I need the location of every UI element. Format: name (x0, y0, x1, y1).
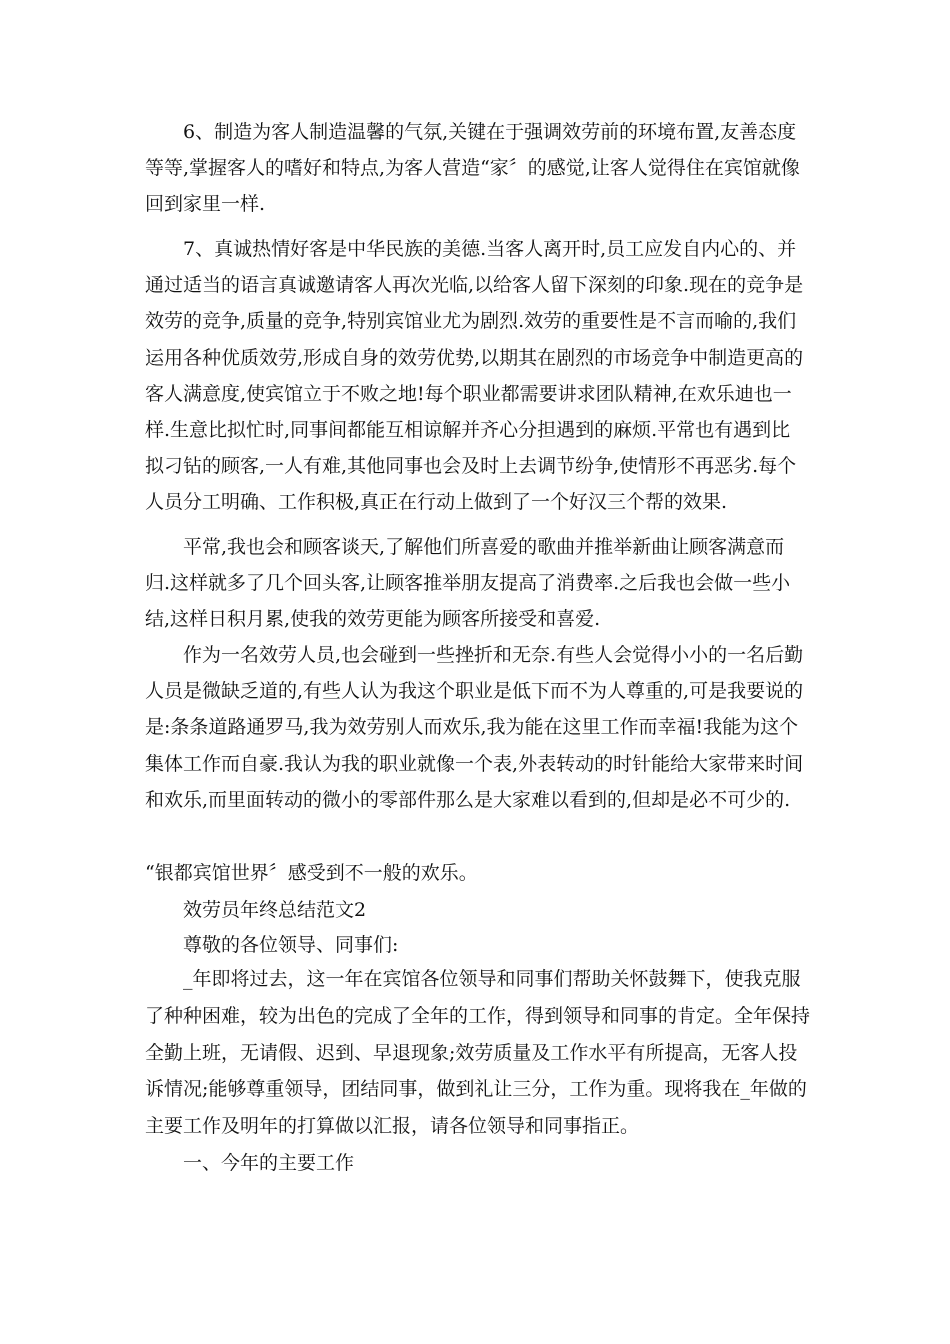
section-heading-2: 效劳员年终总结范文2 (183, 899, 367, 921)
paragraph-8: 平常,我也会和顾客谈天,了解他们所喜爱的歌曲并推举新曲让顾客满意而归.这样就多了几个回头客,让顾客推举朋友提高了消费率.之后我也会做一些小结,这样日积月累,使我的效劳更能为顾客所接受和喜爱. (145, 536, 791, 631)
paragraph-9: 作为一名效劳人员,也会碰到一些挫折和无奈.有些人会觉得小小的一名后勤人员是微缺乏道的,有些人认为我这个职业是低下而不为人尊重的,可是我要说的是:条条道路通罗马,我为效劳别人而欢乐,我为能在这里工作而幸福!我能为这个集体工作而自豪.我认为我的职业就像一个表,外表转动的时针能给大家带来时间和欢乐,而里面转动的微小的零部件那么是大家难以看到的,但却是必不可少的. (145, 644, 804, 811)
subsection-heading-1: 一、今年的主要工作 (183, 1152, 355, 1174)
paragraph-6: 6、制造为客人制造温馨的气氛,关键在于强调效劳前的环境布置,友善态度等等,掌握客人的嗜好和特点,为客人营造“家〞的感觉,让客人觉得住在宾馆就像回到家里一样. (145, 121, 800, 216)
paragraph-11: _年即将过去，这一年在宾馆各位领导和同事们帮助关怀鼓舞下，使我克服了种种困难，较为出色的完成了全年的工作，得到领导和同事的肯定。全年保持全勤上班，无请假、迟到、早退现象;效劳质量及工作水平有所提高，无客人投诉情况;能够尊重领导，团结同事，做到礼让三分，工作为重。现将我在_年做的主要工作及明年的打算做以汇报，请各位领导和同事指正。 (145, 968, 811, 1138)
paragraph-7: 7、真诚热情好客是中华民族的美德.当客人离开时,员工应发自内心的、并通过适当的语言真诚邀请客人再次光临,以给客人留下深刻的印象.现在的竞争是效劳的竞争,质量的竞争,特别宾馆业尤为剧烈.效劳的重要性是不言而喻的,我们运用各种优质效劳,形成自身的效劳优势,以期其在剧烈的市场竞争中制造更高的客人满意度,使宾馆立于不败之地!每个职业都需要讲求团队精神,在欢乐迪也一样.生意比拟忙时,同事间都能互相谅解并齐心分担遇到的麻烦.平常也有遇到比拟刁钻的顾客,一人有难,其他同事也会及时上去调节纷争,使情形不再恶劣.每个人员分工明确、工作积极,真正在行动上做到了一个好汉三个帮的效果. (145, 238, 804, 514)
greeting: 尊敬的各位领导、同事们: (183, 934, 399, 956)
paragraph-10: “银都宾馆世界〞感受到不一般的欢乐。 (145, 862, 478, 884)
